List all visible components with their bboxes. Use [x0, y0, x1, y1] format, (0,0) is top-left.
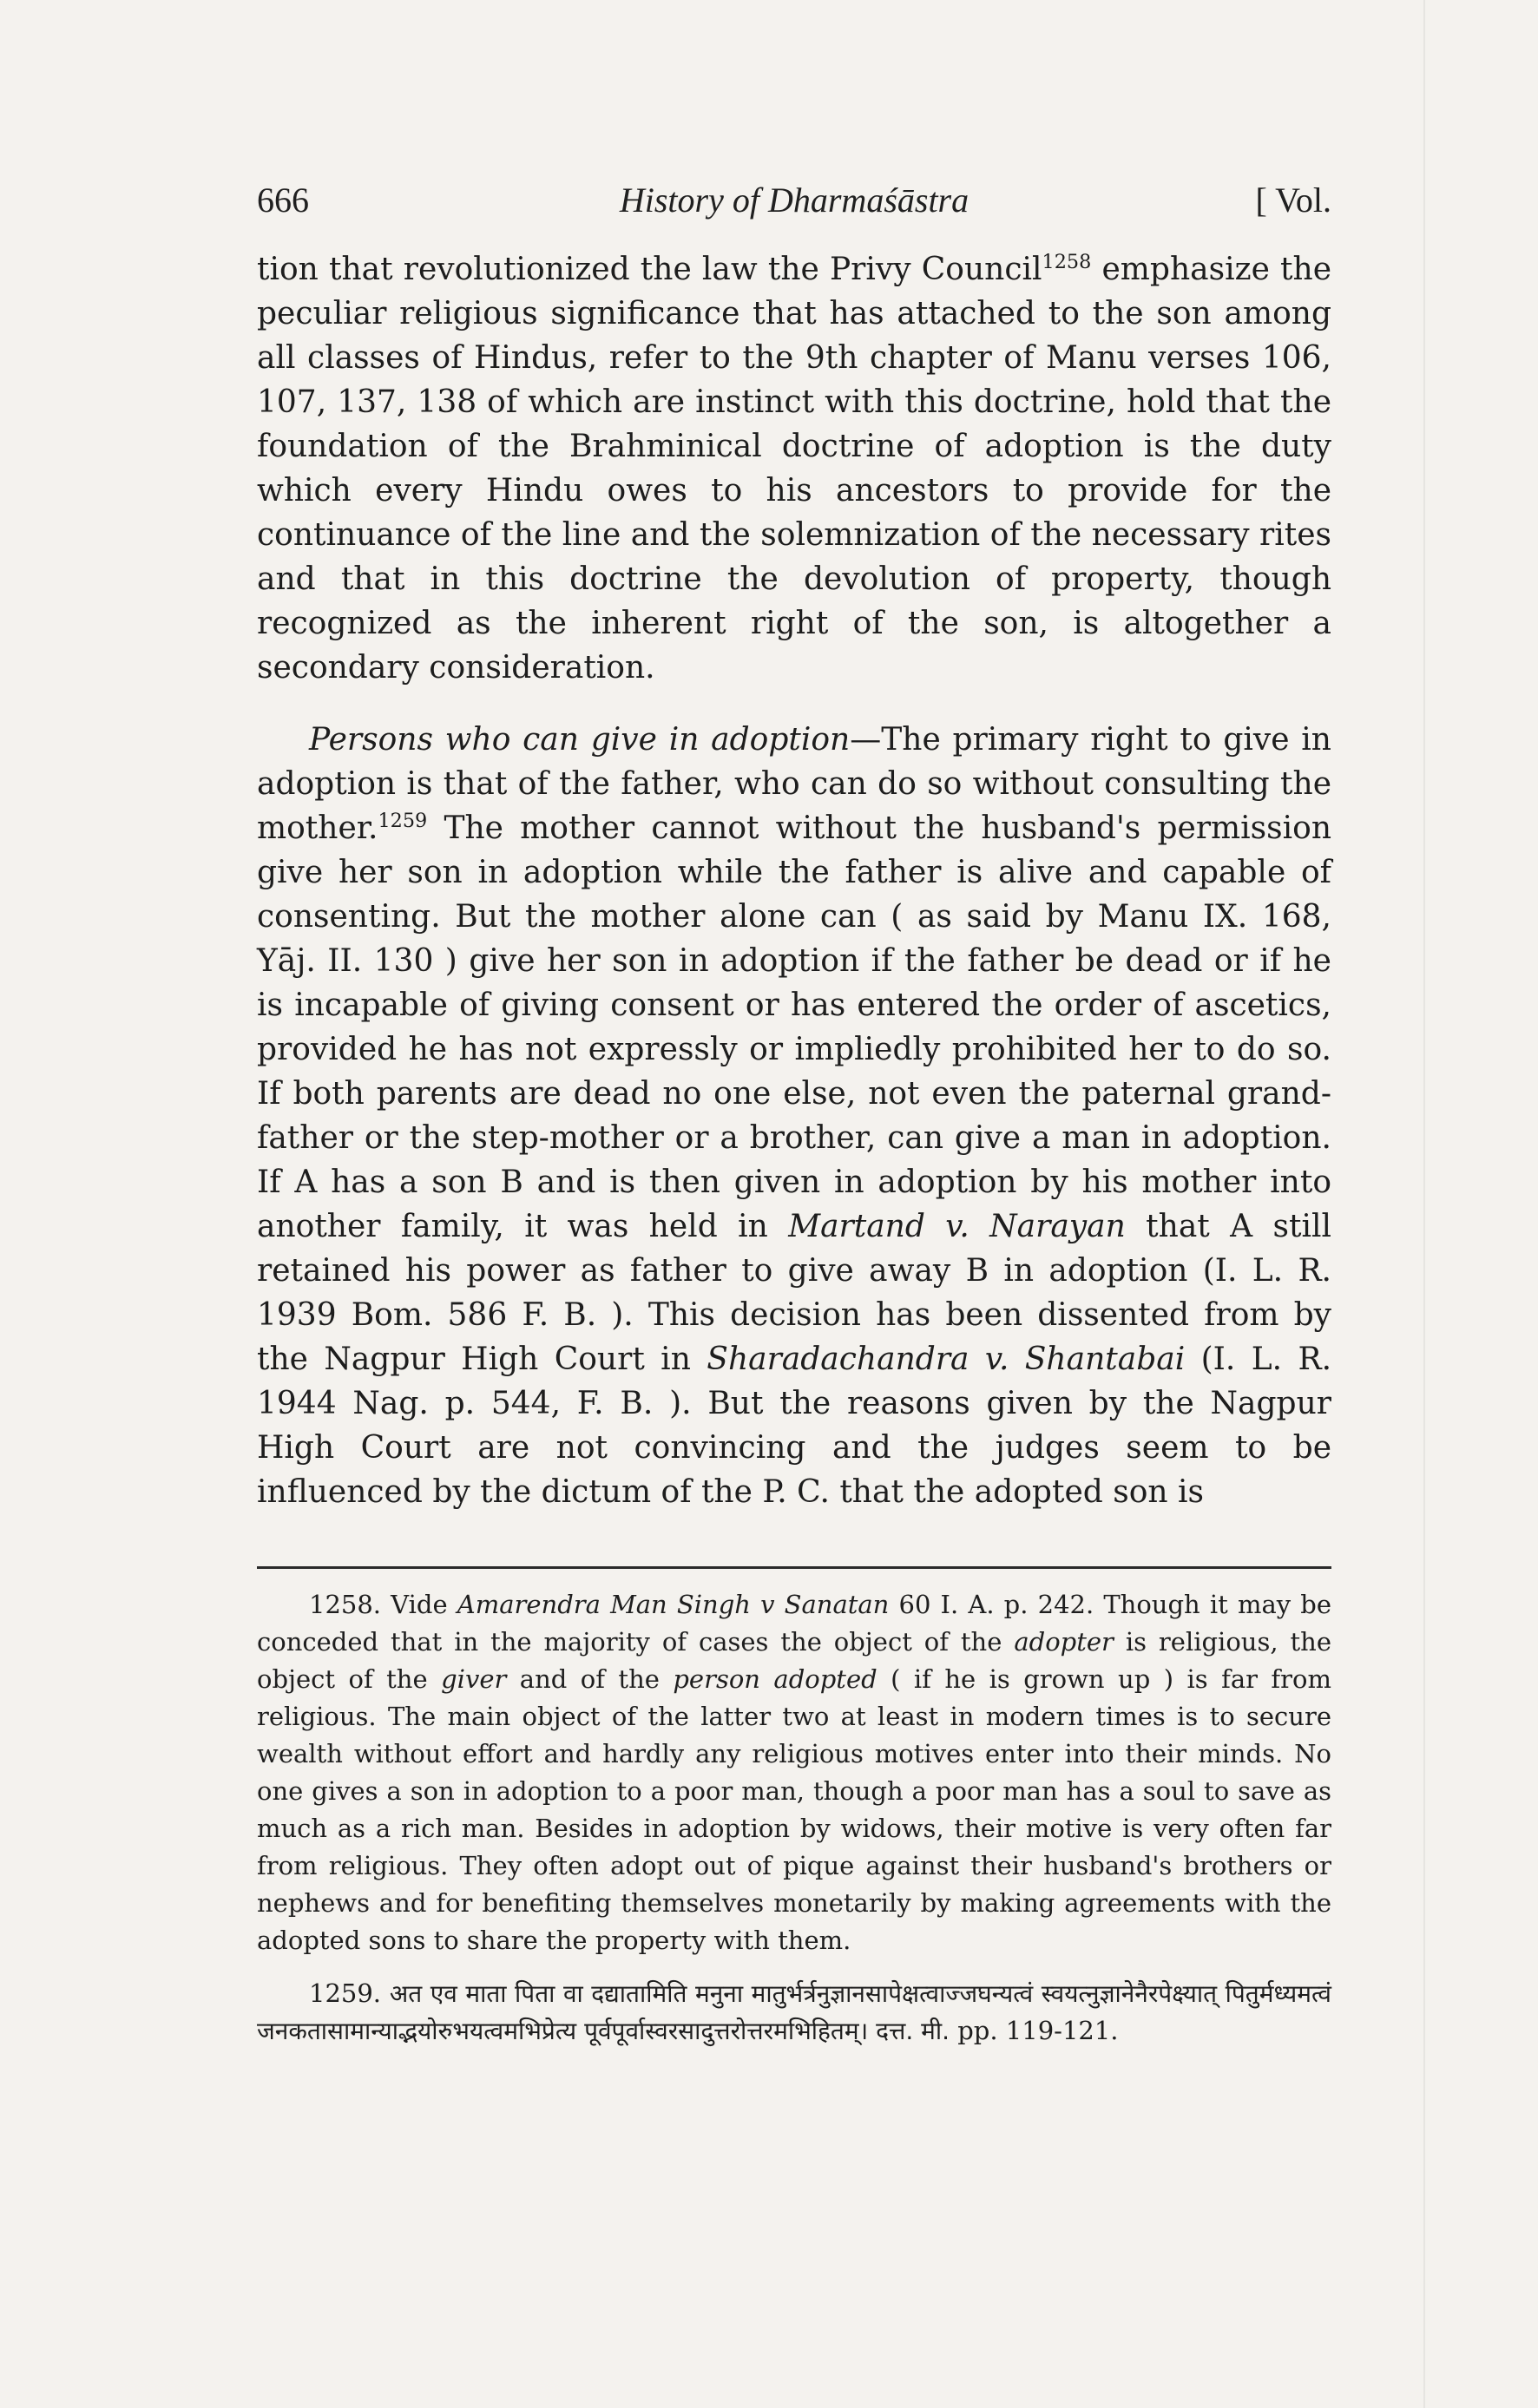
volume-label: [ Vol. [1255, 180, 1331, 220]
para2-text-1: —The primary right to give in adoption is that of the father, who can do so without consulting the mother. [257, 722, 1331, 846]
footnote-text: ( if he is grown up ) is far from religious. The main object of the latter two at least in modern times is to secure wealth without effort and hardly any religious motives enter into their minds. No one gives a son in adoption to a poor man, though a poor man has a soul to save as much as a rich man. Besides in adoption by widows, their motive is very often far from religious. They often adopt out of pique against their husband's brothers or nephews and for benefiting themselves monetarily by making agreements with the adopted sons to share the property with them. [257, 1664, 1331, 1955]
footnote-1258 [257, 1586, 1331, 1959]
footnote-vide: Vide [381, 1590, 457, 1619]
case-sharadachandra-v-shantabai: Sharadachandra v. Shantabai [707, 1342, 1186, 1377]
book-title: History of Dharmaśāstra [619, 180, 969, 220]
footnote-text: is religious, the object of the [257, 1627, 1331, 1694]
section-heading: Persons who can give in adoption [309, 722, 851, 758]
footnote-text: 60 I. A. p. 242. Though it may be conceded that in the majority of cases the object of the [257, 1590, 1331, 1657]
paragraph-continued [257, 247, 1331, 690]
footnotes [257, 1586, 1331, 2050]
paragraph-persons-who-can-give [257, 718, 1331, 1514]
footnote-term-person-adopted: person adopted [673, 1664, 877, 1694]
footnote-case-name: Amarendra Man Singh v Sanatan [457, 1590, 890, 1619]
para2-text-3: that A still retained his power as father to give away B in adoption (I. L. R. 1939 Bom. 586 F. B. ). This decision has been dissented from by the Nagpur High Court in [257, 1209, 1331, 1377]
para1-text-1: tion that revolutionized the law the Privy Council [257, 252, 1042, 287]
footnote-term-giver: giver [441, 1664, 507, 1694]
main-text [257, 247, 1331, 1514]
sanskrit-quotation: अत एव माता पिता वा दद्यातामिति मनुना मातुर्भर्त्रनुज्ञानसापेक्षत्वाज्जघन्यत्वं स्वयत्नुज्ञानेनैरपेक्ष्यात् पितुर्मध्यमत्वं जनकतासामान्याद्भयोरुभयत्वमभिप्रेत्य पूर्वपूर्वास्वरसादुत्तरोत्तरमभिहितम्। दत्त. मी. [257, 1979, 1331, 2045]
footnote-number: 1258. [309, 1590, 382, 1619]
page-number: 666 [257, 180, 309, 220]
para2-text-4: (I. L. R. 1944 Nag. p. 544, F. B. ). But the reasons given by the Nagpur High Court are not convincing and the judges seem to be influenced by the dictum of the P. C. that the adopted son is [257, 1342, 1332, 1510]
para2-text-2: The mother cannot without the husband's permission give her son in adoption while the father is alive and capable of consenting. But the mother alone can ( as said by Manu IX. 168, Yāj. II. 130 ) give her son in adoption if the father be dead or if he is incapable of giving consent or has entered the order of ascetics, provided he has not expressly or impliedly prohibited her to do so. If both parents are dead no one else, not even the paternal grand-father or the step-mother or a brother, can give a man in adoption. If A has a son B and is then given in adoption by his mother into another family, it was held in [257, 810, 1331, 1244]
footnote-number: 1259. [309, 1978, 382, 2008]
footnote-text: and of the [506, 1664, 674, 1694]
footnote-ref-1258[interactable]: 1258 [1042, 251, 1092, 273]
case-martand-v-narayan: Martand v. Narayan [788, 1209, 1126, 1244]
footnote-term-adopter: adopter [1014, 1627, 1114, 1657]
footnote-divider [257, 1566, 1331, 1569]
para1-text-2: emphasize the peculiar religious significance that has attached to the son among all classes of Hindus, refer to the 9th chapter of Manu verses 106, 107, 137, 138 of which are instinct with this doctrine, hold that the foundation of the Brahminical doctrine of adoption is the duty which every Hindu owes to his ancestors to provide for the continuance of the line and the solemnization of the necessary rites and that in this doctrine the devolution of property, though recognized as the inherent right of the son, is altogether a secondary consideration. [257, 252, 1331, 686]
scan-edge-line [1423, 0, 1425, 2408]
running-head [257, 170, 1331, 231]
footnote-page-ref: pp. 119-121. [950, 2016, 1119, 2045]
footnote-ref-1259[interactable]: 1259 [378, 810, 428, 832]
footnote-1259 [257, 1975, 1331, 2050]
